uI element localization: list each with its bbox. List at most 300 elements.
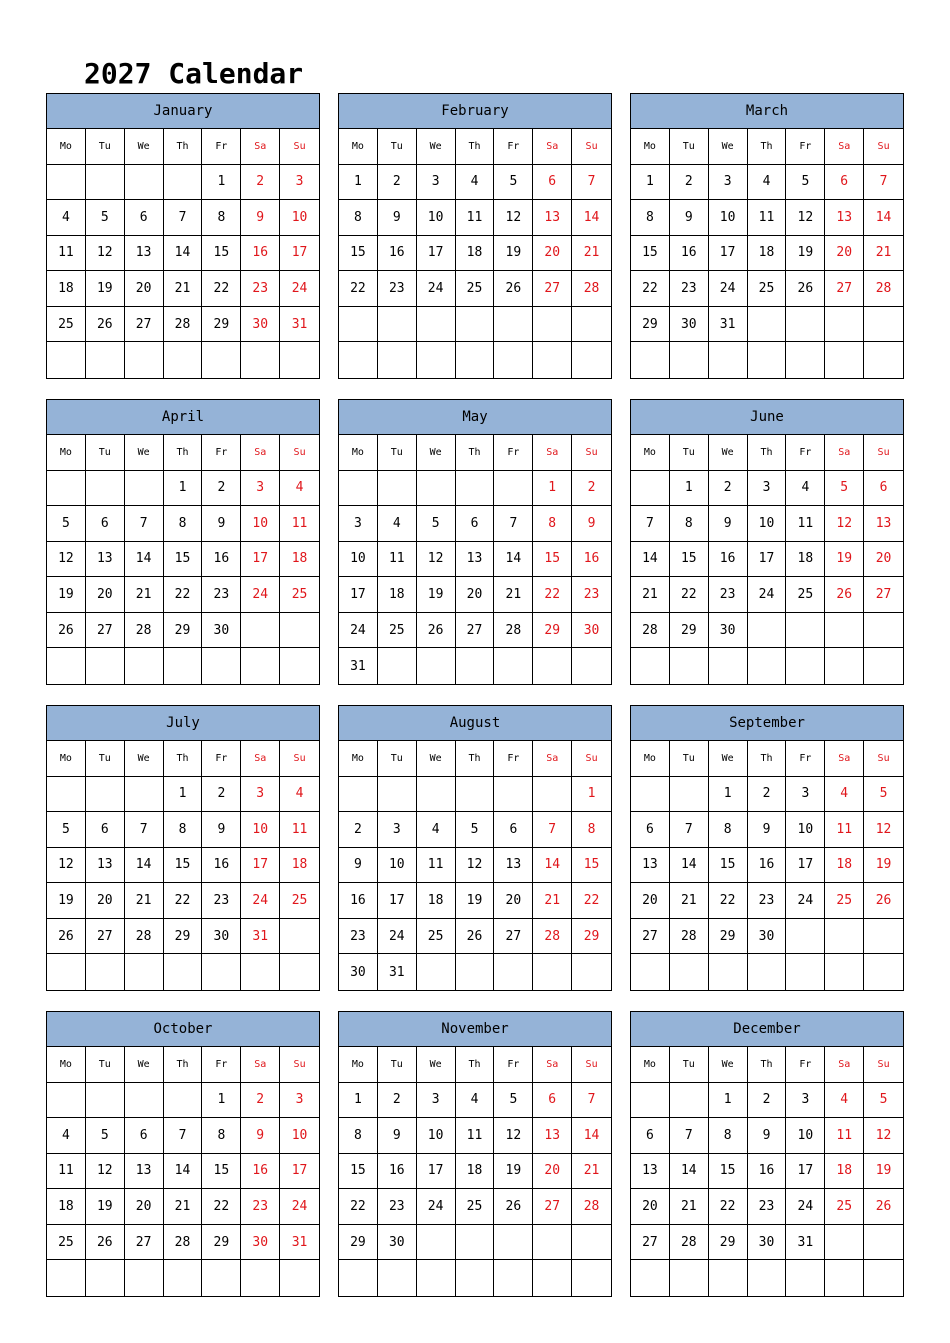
weekday-label: Tu — [86, 741, 125, 777]
day-cell: 23 — [748, 883, 787, 919]
empty-cell — [786, 954, 825, 990]
day-cell: 31 — [280, 1225, 319, 1261]
day-cell: 1 — [164, 471, 203, 507]
day-cell: 30 — [572, 613, 611, 649]
weekday-label: Sa — [241, 741, 280, 777]
weekday-label: We — [709, 741, 748, 777]
empty-cell — [125, 471, 164, 507]
day-cell: 21 — [533, 883, 572, 919]
day-cell: 13 — [533, 200, 572, 236]
day-cell: 12 — [47, 542, 86, 578]
weekday-label: We — [417, 1047, 456, 1083]
day-cell: 5 — [825, 471, 864, 507]
weekday-label: Tu — [86, 129, 125, 165]
empty-cell — [241, 342, 280, 378]
day-cell: 30 — [748, 1225, 787, 1261]
day-cell: 22 — [572, 883, 611, 919]
day-cell: 9 — [378, 200, 417, 236]
day-cell: 11 — [47, 1154, 86, 1190]
empty-cell — [494, 1225, 533, 1261]
day-cell: 10 — [280, 1118, 319, 1154]
month-august — [338, 705, 612, 991]
day-grid — [47, 741, 319, 990]
day-cell: 13 — [533, 1118, 572, 1154]
day-cell: 10 — [339, 542, 378, 578]
empty-cell — [864, 919, 903, 955]
day-cell: 17 — [786, 848, 825, 884]
day-cell: 20 — [125, 271, 164, 307]
weekday-label: Su — [280, 435, 319, 471]
empty-cell — [417, 342, 456, 378]
day-cell: 27 — [533, 271, 572, 307]
day-cell: 18 — [280, 542, 319, 578]
day-cell: 19 — [86, 1189, 125, 1225]
day-cell: 7 — [164, 1118, 203, 1154]
day-cell: 12 — [786, 200, 825, 236]
day-cell: 23 — [202, 883, 241, 919]
weekday-label: Su — [864, 741, 903, 777]
day-cell: 14 — [670, 1154, 709, 1190]
day-cell: 23 — [670, 271, 709, 307]
day-cell: 12 — [86, 1154, 125, 1190]
day-cell: 14 — [494, 542, 533, 578]
day-cell: 29 — [339, 1225, 378, 1261]
day-cell: 5 — [864, 777, 903, 813]
day-cell: 30 — [709, 613, 748, 649]
day-cell: 20 — [533, 236, 572, 272]
weekday-label: Su — [864, 1047, 903, 1083]
day-cell: 5 — [786, 165, 825, 201]
day-cell: 29 — [164, 919, 203, 955]
day-cell: 26 — [47, 919, 86, 955]
day-cell: 1 — [202, 165, 241, 201]
day-cell: 18 — [47, 1189, 86, 1225]
day-cell: 8 — [572, 812, 611, 848]
empty-cell — [125, 954, 164, 990]
day-grid — [631, 1047, 903, 1296]
weekday-label: Fr — [494, 129, 533, 165]
day-cell: 28 — [125, 613, 164, 649]
empty-cell — [631, 471, 670, 507]
day-cell: 28 — [572, 271, 611, 307]
empty-cell — [825, 1260, 864, 1296]
day-cell: 21 — [864, 236, 903, 272]
day-cell: 3 — [786, 777, 825, 813]
day-cell: 1 — [339, 1083, 378, 1119]
weekday-label: Su — [280, 1047, 319, 1083]
day-cell: 10 — [786, 1118, 825, 1154]
day-cell: 3 — [748, 471, 787, 507]
empty-cell — [378, 342, 417, 378]
empty-cell — [125, 1260, 164, 1296]
empty-cell — [533, 648, 572, 684]
day-cell: 22 — [631, 271, 670, 307]
weekday-label: Tu — [86, 435, 125, 471]
day-cell: 31 — [241, 919, 280, 955]
day-cell: 14 — [631, 542, 670, 578]
weekday-label: Th — [456, 435, 495, 471]
weekday-label: We — [125, 741, 164, 777]
day-cell: 18 — [456, 1154, 495, 1190]
weekday-label: We — [417, 741, 456, 777]
day-cell: 3 — [339, 506, 378, 542]
empty-cell — [533, 777, 572, 813]
empty-cell — [241, 648, 280, 684]
day-cell: 17 — [339, 577, 378, 613]
day-cell: 20 — [825, 236, 864, 272]
day-cell: 11 — [280, 812, 319, 848]
day-cell: 2 — [241, 165, 280, 201]
empty-cell — [125, 165, 164, 201]
day-cell: 28 — [494, 613, 533, 649]
day-cell: 14 — [164, 1154, 203, 1190]
empty-cell — [631, 342, 670, 378]
day-cell: 6 — [825, 165, 864, 201]
empty-cell — [494, 777, 533, 813]
day-cell: 7 — [572, 165, 611, 201]
day-cell: 8 — [164, 506, 203, 542]
day-cell: 20 — [494, 883, 533, 919]
day-cell: 5 — [864, 1083, 903, 1119]
day-cell: 3 — [417, 165, 456, 201]
day-cell: 30 — [378, 1225, 417, 1261]
day-cell: 29 — [202, 1225, 241, 1261]
empty-cell — [748, 648, 787, 684]
day-cell: 4 — [748, 165, 787, 201]
day-cell: 17 — [378, 883, 417, 919]
month-name: January — [47, 94, 319, 129]
day-cell: 28 — [670, 919, 709, 955]
empty-cell — [494, 342, 533, 378]
day-cell: 24 — [417, 1189, 456, 1225]
weekday-label: Su — [864, 129, 903, 165]
empty-cell — [86, 777, 125, 813]
day-cell: 2 — [670, 165, 709, 201]
empty-cell — [825, 613, 864, 649]
empty-cell — [378, 471, 417, 507]
weekday-label: Fr — [202, 129, 241, 165]
day-cell: 2 — [202, 471, 241, 507]
month-october — [46, 1011, 320, 1297]
empty-cell — [280, 954, 319, 990]
day-cell: 26 — [86, 307, 125, 343]
month-march — [630, 93, 904, 379]
empty-cell — [86, 342, 125, 378]
empty-cell — [47, 648, 86, 684]
day-cell: 15 — [202, 236, 241, 272]
day-cell: 17 — [280, 236, 319, 272]
day-cell: 29 — [709, 919, 748, 955]
day-cell: 9 — [670, 200, 709, 236]
empty-cell — [86, 1083, 125, 1119]
month-november — [338, 1011, 612, 1297]
day-cell: 2 — [378, 1083, 417, 1119]
empty-cell — [864, 648, 903, 684]
day-cell: 2 — [202, 777, 241, 813]
day-cell: 25 — [748, 271, 787, 307]
page-title: 2027 Calendar — [84, 57, 304, 90]
empty-cell — [202, 1260, 241, 1296]
day-cell: 4 — [786, 471, 825, 507]
empty-cell — [456, 648, 495, 684]
empty-cell — [47, 471, 86, 507]
day-cell: 7 — [631, 506, 670, 542]
empty-cell — [339, 307, 378, 343]
day-cell: 29 — [709, 1225, 748, 1261]
day-cell: 30 — [748, 919, 787, 955]
weekday-label: Sa — [241, 435, 280, 471]
day-cell: 12 — [86, 236, 125, 272]
day-cell: 13 — [456, 542, 495, 578]
empty-cell — [670, 1260, 709, 1296]
day-cell: 15 — [533, 542, 572, 578]
day-cell: 6 — [456, 506, 495, 542]
empty-cell — [533, 1260, 572, 1296]
day-cell: 3 — [280, 1083, 319, 1119]
empty-cell — [280, 613, 319, 649]
day-cell: 26 — [825, 577, 864, 613]
empty-cell — [378, 1260, 417, 1296]
month-april — [46, 399, 320, 685]
weekday-label: Th — [748, 1047, 787, 1083]
day-cell: 25 — [47, 307, 86, 343]
day-cell: 12 — [864, 812, 903, 848]
weekday-label: We — [125, 129, 164, 165]
day-cell: 1 — [670, 471, 709, 507]
weekday-label: Mo — [339, 435, 378, 471]
day-cell: 22 — [339, 271, 378, 307]
day-cell: 14 — [125, 848, 164, 884]
empty-cell — [86, 1260, 125, 1296]
month-name: March — [631, 94, 903, 129]
empty-cell — [748, 342, 787, 378]
day-cell: 26 — [494, 271, 533, 307]
day-cell: 8 — [631, 200, 670, 236]
day-grid — [339, 129, 611, 378]
day-cell: 20 — [864, 542, 903, 578]
day-cell: 1 — [533, 471, 572, 507]
empty-cell — [164, 648, 203, 684]
empty-cell — [125, 342, 164, 378]
weekday-label: Fr — [786, 435, 825, 471]
day-cell: 29 — [533, 613, 572, 649]
day-cell: 9 — [378, 1118, 417, 1154]
empty-cell — [786, 613, 825, 649]
day-cell: 23 — [709, 577, 748, 613]
day-cell: 15 — [709, 1154, 748, 1190]
weekday-label: Mo — [339, 741, 378, 777]
day-cell: 6 — [631, 1118, 670, 1154]
day-cell: 25 — [378, 613, 417, 649]
day-cell: 7 — [125, 812, 164, 848]
day-cell: 13 — [125, 1154, 164, 1190]
empty-cell — [280, 342, 319, 378]
day-grid — [47, 1047, 319, 1296]
day-cell: 19 — [47, 883, 86, 919]
day-cell: 12 — [417, 542, 456, 578]
day-cell: 21 — [164, 271, 203, 307]
empty-cell — [825, 1225, 864, 1261]
empty-cell — [494, 648, 533, 684]
day-cell: 23 — [572, 577, 611, 613]
weekday-label: Su — [572, 741, 611, 777]
weekday-label: Fr — [494, 1047, 533, 1083]
day-cell: 4 — [47, 200, 86, 236]
day-cell: 3 — [378, 812, 417, 848]
empty-cell — [86, 954, 125, 990]
weekday-label: Fr — [494, 435, 533, 471]
day-cell: 3 — [241, 471, 280, 507]
empty-cell — [378, 648, 417, 684]
day-cell: 24 — [786, 1189, 825, 1225]
day-cell: 11 — [47, 236, 86, 272]
weekday-label: Tu — [670, 1047, 709, 1083]
day-cell: 9 — [339, 848, 378, 884]
empty-cell — [241, 1260, 280, 1296]
empty-cell — [494, 307, 533, 343]
day-cell: 27 — [631, 919, 670, 955]
weekday-label: Mo — [47, 1047, 86, 1083]
day-cell: 5 — [86, 1118, 125, 1154]
month-name: February — [339, 94, 611, 129]
empty-cell — [125, 1083, 164, 1119]
weekday-label: Th — [164, 741, 203, 777]
day-cell: 5 — [456, 812, 495, 848]
weekday-label: Th — [456, 741, 495, 777]
weekday-label: Fr — [786, 741, 825, 777]
day-cell: 8 — [709, 812, 748, 848]
day-cell: 12 — [825, 506, 864, 542]
day-cell: 26 — [864, 1189, 903, 1225]
day-cell: 12 — [456, 848, 495, 884]
day-cell: 6 — [86, 812, 125, 848]
day-cell: 5 — [494, 165, 533, 201]
month-name: December — [631, 1012, 903, 1047]
day-cell: 13 — [494, 848, 533, 884]
day-cell: 2 — [339, 812, 378, 848]
empty-cell — [456, 307, 495, 343]
day-cell: 26 — [417, 613, 456, 649]
day-cell: 28 — [670, 1225, 709, 1261]
empty-cell — [709, 648, 748, 684]
day-cell: 22 — [202, 271, 241, 307]
weekday-label: Tu — [670, 435, 709, 471]
empty-cell — [494, 471, 533, 507]
empty-cell — [339, 1260, 378, 1296]
day-cell: 20 — [125, 1189, 164, 1225]
weekday-label: We — [417, 435, 456, 471]
day-cell: 29 — [202, 307, 241, 343]
day-cell: 3 — [709, 165, 748, 201]
empty-cell — [533, 342, 572, 378]
month-january — [46, 93, 320, 379]
weekday-label: Mo — [631, 129, 670, 165]
month-december — [630, 1011, 904, 1297]
month-name: October — [47, 1012, 319, 1047]
empty-cell — [864, 307, 903, 343]
day-cell: 26 — [456, 919, 495, 955]
month-name: July — [47, 706, 319, 741]
weekday-label: Mo — [339, 129, 378, 165]
empty-cell — [864, 613, 903, 649]
day-cell: 2 — [709, 471, 748, 507]
day-cell: 2 — [241, 1083, 280, 1119]
day-cell: 5 — [47, 506, 86, 542]
day-cell: 27 — [494, 919, 533, 955]
empty-cell — [825, 307, 864, 343]
empty-cell — [572, 1225, 611, 1261]
day-cell: 6 — [494, 812, 533, 848]
day-cell: 26 — [47, 613, 86, 649]
empty-cell — [417, 307, 456, 343]
weekday-label: Sa — [825, 1047, 864, 1083]
empty-cell — [456, 342, 495, 378]
weekday-label: Sa — [533, 741, 572, 777]
empty-cell — [670, 648, 709, 684]
day-cell: 3 — [280, 165, 319, 201]
day-cell: 27 — [125, 1225, 164, 1261]
weekday-label: We — [709, 129, 748, 165]
day-cell: 21 — [572, 1154, 611, 1190]
day-grid — [339, 1047, 611, 1296]
day-cell: 1 — [709, 1083, 748, 1119]
day-cell: 3 — [786, 1083, 825, 1119]
day-cell: 17 — [786, 1154, 825, 1190]
day-cell: 21 — [670, 1189, 709, 1225]
day-cell: 24 — [241, 883, 280, 919]
day-cell: 22 — [202, 1189, 241, 1225]
weekday-label: Mo — [631, 435, 670, 471]
day-cell: 21 — [125, 577, 164, 613]
day-cell: 10 — [280, 200, 319, 236]
day-cell: 25 — [456, 271, 495, 307]
day-cell: 21 — [125, 883, 164, 919]
weekday-label: We — [125, 435, 164, 471]
month-may — [338, 399, 612, 685]
day-grid — [339, 435, 611, 684]
day-cell: 17 — [709, 236, 748, 272]
empty-cell — [125, 777, 164, 813]
empty-cell — [456, 1225, 495, 1261]
empty-cell — [572, 307, 611, 343]
day-cell: 15 — [339, 236, 378, 272]
day-cell: 19 — [864, 848, 903, 884]
day-cell: 21 — [631, 577, 670, 613]
day-cell: 15 — [164, 848, 203, 884]
weekday-label: Sa — [825, 129, 864, 165]
weekday-label: Tu — [670, 129, 709, 165]
day-cell: 11 — [825, 1118, 864, 1154]
day-cell: 9 — [241, 200, 280, 236]
month-name: April — [47, 400, 319, 435]
weekday-label: We — [125, 1047, 164, 1083]
day-cell: 23 — [241, 271, 280, 307]
day-cell: 22 — [709, 883, 748, 919]
empty-cell — [786, 919, 825, 955]
weekday-label: Su — [280, 741, 319, 777]
empty-cell — [378, 307, 417, 343]
day-cell: 31 — [339, 648, 378, 684]
day-cell: 30 — [202, 613, 241, 649]
weekday-label: Tu — [378, 1047, 417, 1083]
weekday-label: Sa — [241, 1047, 280, 1083]
empty-cell — [164, 165, 203, 201]
empty-cell — [864, 1225, 903, 1261]
day-cell: 9 — [748, 812, 787, 848]
day-cell: 10 — [748, 506, 787, 542]
day-cell: 8 — [202, 1118, 241, 1154]
empty-cell — [164, 954, 203, 990]
